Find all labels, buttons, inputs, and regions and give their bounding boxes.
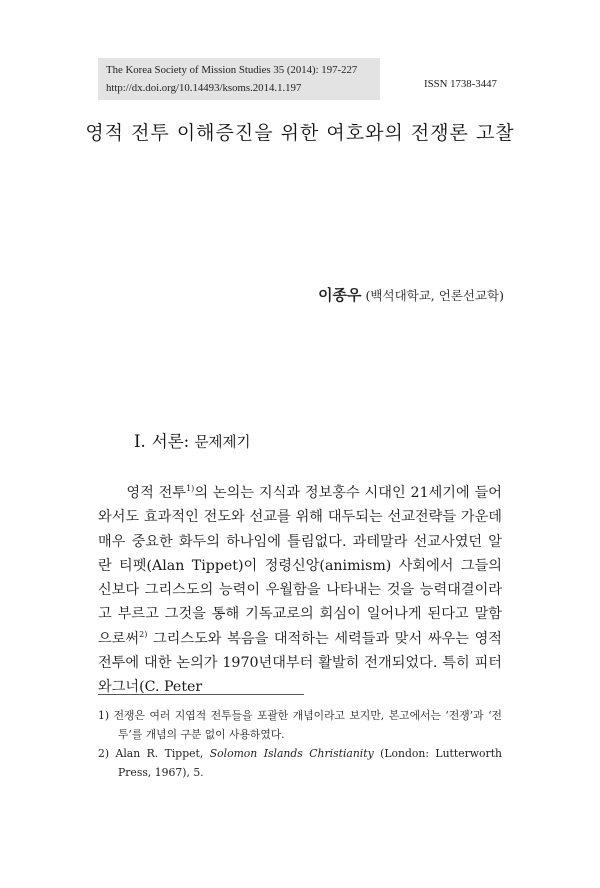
text-run: 2) Alan R. Tippet, bbox=[98, 747, 210, 760]
footnote-divider bbox=[98, 694, 304, 695]
section-title: 서론: bbox=[151, 432, 190, 451]
journal-citation: The Korea Society of Mission Studies 35 (2014): 197-227 bbox=[106, 64, 358, 76]
section-subtitle: 문제제기 bbox=[194, 435, 251, 451]
footnote-1: 1) 전쟁은 여러 지엽적 전투들을 포괄한 개념이라고 보지만, 본고에서는 ‘전쟁’과 ‘전투’를 개념의 구분 없이 사용하였다. bbox=[98, 709, 502, 741]
section-heading bbox=[134, 428, 250, 452]
paragraph bbox=[98, 481, 502, 700]
author-affiliation: (백석대학교, 언론선교학) bbox=[365, 288, 504, 303]
text-run: 그리스도와 복음을 대적하는 세력들과 맞서 싸우는 영적 전투에 대한 논의가 1970년대부터 활발히 전개되었다. 특히 피터 와그너(C. Peter bbox=[98, 630, 502, 696]
footnotes bbox=[98, 706, 502, 782]
journal-header-box bbox=[98, 58, 380, 100]
text-run: 의 논의는 지식과 정보홍수 시대인 21세기에 들어와서도 효과적인 전도와 선교를 위해 대두되는 선교전략들 가운데 매우 중요한 화두의 하나임에 틀림없다. 과테말라 선교사였던 알란 티펫(Alan Tippet)이 정령신앙(animism) 사회에서 그들의 신보다 그리스도의 능력이 우월함을 나타내는 것을 능력대결이라고 부르고 그것을 통해 기독교로의 회심이 일어나게 된다고 말함으로써 bbox=[98, 485, 502, 647]
text-run: 영적 전투 bbox=[126, 485, 187, 501]
book-title: Solomon Islands Christianity bbox=[209, 747, 374, 760]
paper-title: 영적 전투 이해증진을 위한 여호와의 전쟁론 고찰 bbox=[85, 122, 515, 144]
footnote-ref-1[interactable]: 1) bbox=[186, 484, 195, 493]
author-name: 이종우 bbox=[318, 286, 362, 304]
doi-link[interactable]: http://dx.doi.org/10.14493/ksoms.2014.1.197 bbox=[106, 82, 302, 94]
section-number: Ⅰ. bbox=[134, 432, 146, 451]
author-line bbox=[318, 284, 504, 305]
text-run: (London: Lutterworth Press, 1967), 5. bbox=[118, 747, 502, 779]
footnote-ref-2[interactable]: 2) bbox=[139, 629, 148, 639]
issn-number: ISSN 1738-3447 bbox=[424, 78, 497, 90]
footnote-2 bbox=[98, 744, 502, 782]
body-text bbox=[98, 481, 502, 700]
